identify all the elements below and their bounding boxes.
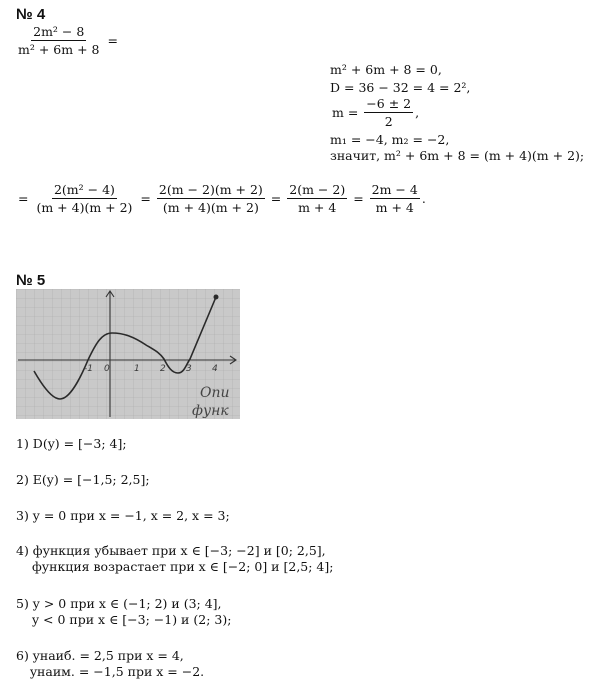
chain-equals-2: = (270, 191, 282, 206)
chain-fraction-3 (287, 182, 347, 215)
solution-item-3: 3) y = 0 при x = −1, x = 2, x = 3; (16, 508, 230, 523)
chain-fraction-2 (157, 182, 265, 215)
chain-fraction-4-numerator: 2m − 4 (371, 182, 418, 197)
tick-label-1: 1 (134, 364, 140, 374)
solution-item-6-line-2: yнаим. = −1,5 при x = −2. (30, 664, 205, 679)
chain-lead-equals: = (18, 191, 29, 206)
side-line-roots: m₁ = −4, m₂ = −2, (330, 132, 450, 147)
graph-photo (16, 289, 240, 419)
tick-label-minus-1: -1 (84, 364, 93, 374)
solution-item-5-line-1: 5) y > 0 при x ∈ (−1; 2) и (3; 4], (16, 596, 222, 611)
chain-fraction-1-numerator: 2(m² − 4) (53, 182, 115, 197)
chain-fraction-3-numerator: 2(m − 2) (289, 182, 346, 197)
roots-denominator: 2 (384, 114, 393, 129)
initial-equals: = (107, 33, 118, 48)
solution-item-6-line-1: 6) yнаиб. = 2,5 при x = 4, (16, 648, 184, 663)
initial-denominator: m² + 6m + 8 (18, 42, 100, 57)
chain-fraction-2-numerator: 2(m − 2)(m + 2) (158, 182, 263, 197)
chain-fraction-3-denominator: m + 4 (298, 200, 337, 215)
solution-item-5-line-2: y < 0 при x ∈ [−3; −1) и (2; 3); (32, 612, 232, 627)
chain-fraction-4 (370, 182, 420, 215)
chain-fraction-2-denominator: (m + 4)(m + 2) (162, 200, 259, 215)
side-line-roots-formula (330, 96, 421, 129)
solution-item-2: 2) E(y) = [−1,5; 2,5]; (16, 472, 150, 487)
chain-equals-1: = (140, 191, 151, 206)
chain-end-period: . (421, 191, 426, 206)
task4-header: № 4 (16, 6, 46, 23)
handwriting-line-2: функ (192, 403, 229, 419)
side-line-conclusion: значит, m² + 6m + 8 = (m + 4)(m + 2); (330, 148, 585, 163)
tick-label-2: 2 (160, 364, 166, 374)
roots-numerator: −6 ± 2 (366, 96, 412, 111)
handwriting-line-1: Опи (200, 385, 230, 401)
chain-fraction-1 (34, 182, 134, 215)
chain-fraction-1-denominator: (m + 4)(m + 2) (36, 200, 133, 215)
roots-comma: , (415, 105, 420, 120)
tick-label-0: 0 (104, 364, 110, 374)
initial-fraction (16, 24, 101, 57)
solution-item-4-line-2: функция возрастает при x ∈ [−2; 0] и [2,5; 4]; (32, 559, 334, 574)
side-line-equation: m² + 6m + 8 = 0, (330, 62, 442, 77)
task5-header: № 5 (16, 272, 46, 289)
solution-item-4-line-1: 4) функция убывает при x ∈ [−3; −2] и [0; 2,5], (16, 543, 326, 558)
task4-initial-expression (16, 24, 120, 57)
chain-equals-3: = (353, 191, 364, 206)
m-prefix: m = (332, 105, 359, 120)
tick-label-4: 4 (212, 364, 218, 374)
simplification-chain (16, 182, 428, 215)
tick-label-3: 3 (186, 364, 192, 374)
roots-fraction (364, 96, 413, 129)
curve-endpoint (214, 295, 219, 300)
chain-fraction-4-denominator: m + 4 (375, 200, 414, 215)
solution-item-1: 1) D(y) = [−3; 4]; (16, 436, 127, 451)
side-line-discriminant: D = 36 − 32 = 4 = 2², (330, 80, 471, 95)
initial-numerator: 2m² − 8 (33, 24, 85, 39)
